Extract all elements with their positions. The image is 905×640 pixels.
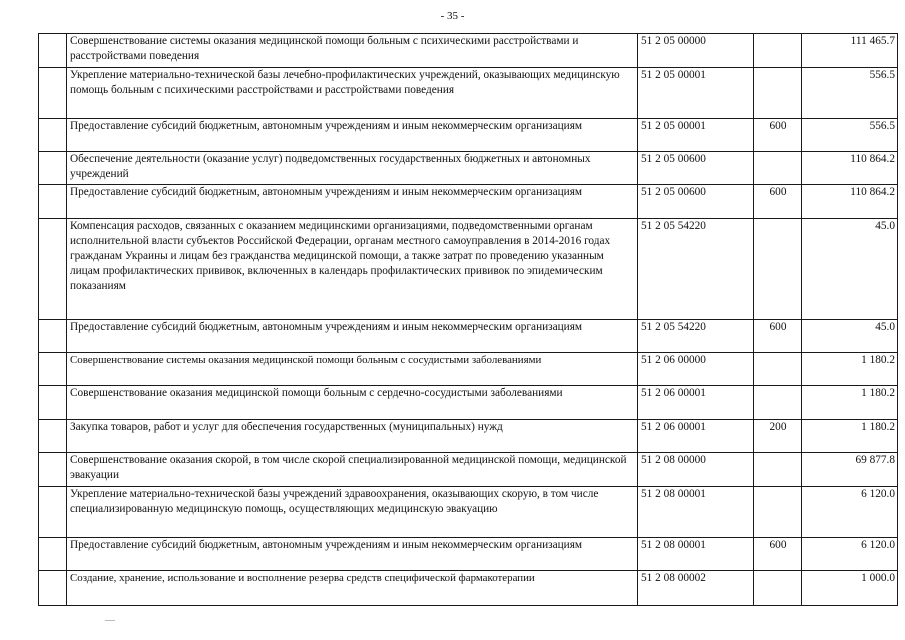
expense-name: Укрепление материально-технической базы учреждений здравоохранения, оказывающих скорую, в том числе специализированную медицинскую помощь, осуществляющих медицинскую эвакуацию: [67, 487, 638, 538]
amount: 110 864.2: [802, 185, 898, 219]
amount: 45.0: [802, 320, 898, 353]
expense-name: Совершенствование системы оказания медицинской помощи больным с психическими расстройствами и расстройствами поведения: [67, 34, 638, 68]
blank-cell: [39, 487, 67, 538]
scan-mark: [105, 620, 115, 624]
expense-type: [754, 152, 802, 185]
expense-name: Совершенствование системы оказания медицинской помощи больным с сосудистыми заболеваниями: [67, 353, 638, 386]
amount: 6 120.0: [802, 538, 898, 571]
expense-name: Компенсация расходов, связанных с оказанием медицинскими организациями, подведомственными органам исполнительной власти субъектов Российской Федерации, органам местного самоуправления в 2014-2016 годах гражданам Украины и лицам без гражданства медицинской помощи, а также затрат по проведению указанным лицам профилактических прививок, включенных в календарь профилактических прививок по эпидемическим показаниям: [67, 219, 638, 320]
expense-name: Предоставление субсидий бюджетным, автономным учреждениям и иным некоммерческим организациям: [67, 185, 638, 219]
expense-name: Обеспечение деятельности (оказание услуг) подведомственных государственных бюджетных и автономных учреждений: [67, 152, 638, 185]
budget-code: 51 2 05 54220: [638, 219, 754, 320]
table-row: [39, 487, 898, 538]
expense-type: [754, 353, 802, 386]
expense-name: Закупка товаров, работ и услуг для обеспечения государственных (муниципальных) нужд: [67, 420, 638, 453]
blank-cell: [39, 320, 67, 353]
budget-code: 51 2 05 00600: [638, 185, 754, 219]
expense-type: 600: [754, 185, 802, 219]
budget-code: 51 2 05 00000: [638, 34, 754, 68]
expense-name: Создание, хранение, использование и восполнение резерва средств специфической фармакотерапии: [67, 571, 638, 606]
blank-cell: [39, 538, 67, 571]
expense-type: [754, 453, 802, 487]
table-row: [39, 320, 898, 353]
amount: 69 877.8: [802, 453, 898, 487]
expense-type: [754, 487, 802, 538]
expense-name: Предоставление субсидий бюджетным, автономным учреждениям и иным некоммерческим организациям: [67, 119, 638, 152]
table-row: [39, 571, 898, 606]
expense-type: 200: [754, 420, 802, 453]
budget-code: 51 2 08 00001: [638, 487, 754, 538]
budget-code: 51 2 08 00002: [638, 571, 754, 606]
table-row: [39, 68, 898, 119]
blank-cell: [39, 571, 67, 606]
expense-type: [754, 386, 802, 420]
expense-type: 600: [754, 320, 802, 353]
expense-type: [754, 68, 802, 119]
blank-cell: [39, 219, 67, 320]
expense-name: Укрепление материально-технической базы лечебно-профилактических учреждений, оказывающих медицинскую помощь больным с психическими расстройствами и расстройствами поведения: [67, 68, 638, 119]
expense-type: [754, 571, 802, 606]
blank-cell: [39, 353, 67, 386]
blank-cell: [39, 420, 67, 453]
table-row: [39, 34, 898, 68]
blank-cell: [39, 152, 67, 185]
page-number: - 35 -: [440, 10, 465, 22]
expense-name: Предоставление субсидий бюджетным, автономным учреждениям и иным некоммерческим организациям: [67, 538, 638, 571]
blank-cell: [39, 119, 67, 152]
budget-code: 51 2 08 00000: [638, 453, 754, 487]
table-row: [39, 420, 898, 453]
budget-code: 51 2 05 00001: [638, 68, 754, 119]
blank-cell: [39, 386, 67, 420]
budget-code: 51 2 06 00000: [638, 353, 754, 386]
budget-code: 51 2 05 00600: [638, 152, 754, 185]
table-row: [39, 119, 898, 152]
amount: 6 120.0: [802, 487, 898, 538]
table-row: [39, 453, 898, 487]
expense-type: [754, 34, 802, 68]
blank-cell: [39, 185, 67, 219]
amount: 556.5: [802, 68, 898, 119]
expense-name: Совершенствование оказания медицинской помощи больным с сердечно-сосудистыми заболеваниями: [67, 386, 638, 420]
blank-cell: [39, 453, 67, 487]
amount: 1 000.0: [802, 571, 898, 606]
expense-name: Совершенствование оказания скорой, в том числе скорой специализированной медицинской помощи, медицинской эвакуации: [67, 453, 638, 487]
table-row: [39, 386, 898, 420]
table-row: [39, 538, 898, 571]
amount: 111 465.7: [802, 34, 898, 68]
blank-cell: [39, 68, 67, 119]
amount: 110 864.2: [802, 152, 898, 185]
amount: 1 180.2: [802, 353, 898, 386]
expense-type: 600: [754, 538, 802, 571]
expense-type: 600: [754, 119, 802, 152]
amount: 1 180.2: [802, 420, 898, 453]
table-row: [39, 152, 898, 185]
amount: 45.0: [802, 219, 898, 320]
budget-table: [38, 33, 898, 606]
budget-code: 51 2 06 00001: [638, 420, 754, 453]
table-row: [39, 353, 898, 386]
expense-name: Предоставление субсидий бюджетным, автономным учреждениям и иным некоммерческим организациям: [67, 320, 638, 353]
expense-type: [754, 219, 802, 320]
amount: 556.5: [802, 119, 898, 152]
budget-code: 51 2 08 00001: [638, 538, 754, 571]
table-row: [39, 219, 898, 320]
blank-cell: [39, 34, 67, 68]
table-row: [39, 185, 898, 219]
amount: 1 180.2: [802, 386, 898, 420]
budget-code: 51 2 05 00001: [638, 119, 754, 152]
budget-code: 51 2 05 54220: [638, 320, 754, 353]
budget-code: 51 2 06 00001: [638, 386, 754, 420]
